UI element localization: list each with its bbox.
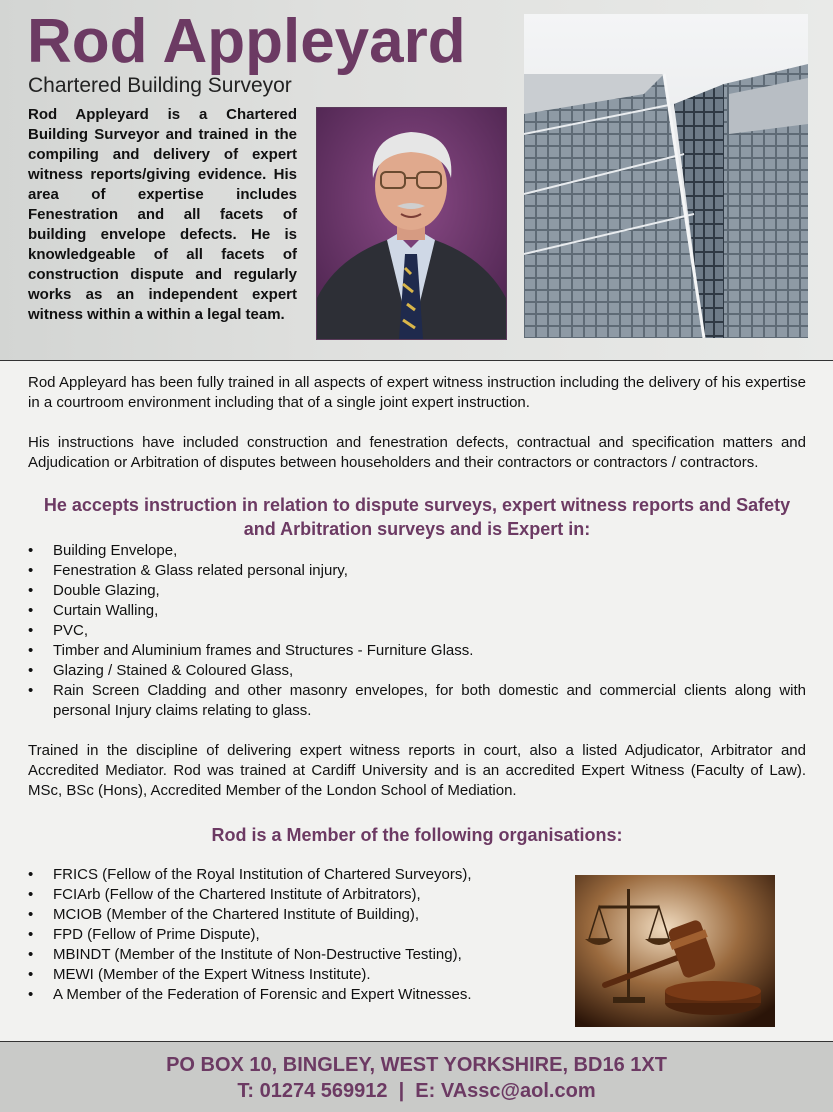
membership-heading: Rod is a Member of the following organisations: <box>211 825 623 845</box>
intro-paragraph: Rod Appleyard is a Chartered Building Surveyor and trained in the compiling and delivery of expert witness reports/giving evidence. His area of expertise includes Fenestration and all facets of building envelope defects. He is knowledgeable of all facets of construction dispute and regularly works as an independent expert witness within a within a legal team. <box>28 106 297 323</box>
footer <box>0 1041 833 1112</box>
qualifications-paragraph: Trained in the discipline of delivering expert witness reports in court, also a listed Adjudicator, Arbitrator and Accredited Mediator. Rod was trained at Cardiff University and is an accredited Expert Witness (Faculty of Law). MSc, BSc (Hons), Accredited Member of the London School of Mediation. <box>28 742 806 799</box>
list-item: • Rain Screen Cladding and other masonry envelopes, for both domestic and commercial clients along with personal Injury claims relating to glass. <box>28 681 806 721</box>
portrait-photo <box>316 107 507 340</box>
list-item: • FPD (Fellow of Prime Dispute), <box>28 925 548 945</box>
expertise-list <box>28 541 806 721</box>
header <box>0 0 833 361</box>
list-item: • FCIArb (Fellow of the Chartered Institute of Arbitrators), <box>28 885 548 905</box>
list-item: • A Member of the Federation of Forensic and Expert Witnesses. <box>28 985 548 1005</box>
footer-contact: T: 01274 569912 | E: VAssc@aol.com <box>237 1080 596 1102</box>
list-item: • Fenestration & Glass related personal injury, <box>28 561 806 581</box>
list-item: • MEWI (Member of the Expert Witness Institute). <box>28 965 548 985</box>
instructions-paragraph: His instructions have included construction and fenestration defects, contractual and specification matters and Adjudication or Arbitration of disputes between householders and their contractors or contractors / contractors. <box>28 434 806 471</box>
expertise-heading: He accepts instruction in relation to dispute surveys, expert witness reports and Safety and Arbitration surveys and is Expert in: <box>43 495 791 539</box>
list-item: • Building Envelope, <box>28 541 806 561</box>
list-item: • MCIOB (Member of the Chartered Institute of Building), <box>28 905 548 925</box>
building-photo <box>524 14 808 338</box>
list-item: • MBINDT (Member of the Institute of Non-Destructive Testing), <box>28 945 548 965</box>
gavel-photo <box>575 875 775 1027</box>
list-item: • Curtain Walling, <box>28 601 806 621</box>
training-paragraph: Rod Appleyard has been fully trained in all aspects of expert witness instruction including the delivery of his expertise in a courtroom environment including that of a single joint expert instruction. <box>28 374 806 411</box>
list-item: • Glazing / Stained & Coloured Glass, <box>28 661 806 681</box>
page-title: Rod Appleyard <box>27 7 466 76</box>
subtitle-role: Chartered Building Surveyor <box>28 74 292 97</box>
list-item: • Timber and Aluminium frames and Structures - Furniture Glass. <box>28 641 806 661</box>
list-item: • PVC, <box>28 621 806 641</box>
list-item: • Double Glazing, <box>28 581 806 601</box>
membership-list <box>28 865 548 1005</box>
list-item: • FRICS (Fellow of the Royal Institution of Chartered Surveyors), <box>28 865 548 885</box>
footer-address: PO BOX 10, BINGLEY, WEST YORKSHIRE, BD16 1XT <box>166 1054 667 1076</box>
